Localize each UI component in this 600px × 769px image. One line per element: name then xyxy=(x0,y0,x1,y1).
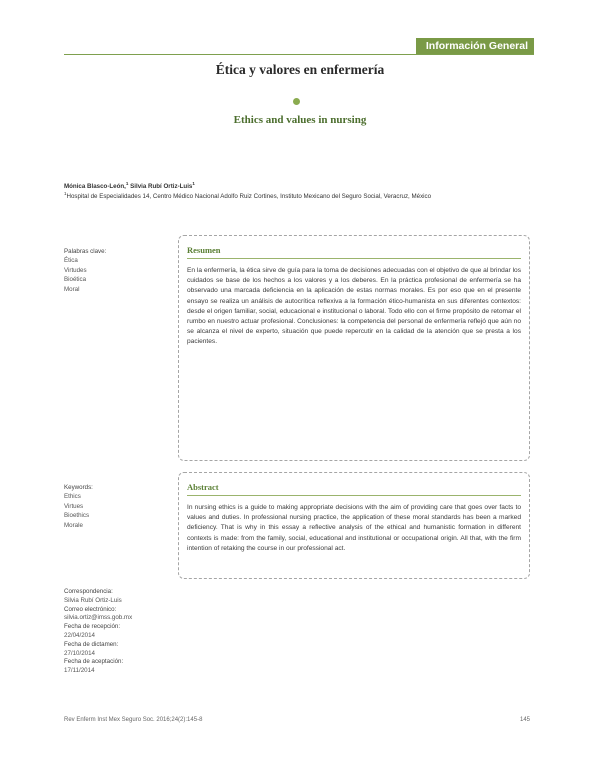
keywords-es xyxy=(64,247,164,294)
keyword: Bioethics xyxy=(64,512,90,520)
keyword: Bioética xyxy=(64,276,87,284)
abstract-box xyxy=(178,472,530,579)
keywords-en-label: Keywords: xyxy=(64,484,93,491)
footer-citation: Rev Enferm Inst Mex Seguro Soc. 2016;24(2):145-8 xyxy=(64,717,203,723)
correspondence-block xyxy=(64,588,174,676)
keywords-es-label: Palabras clave: xyxy=(64,248,107,255)
section-label: Información General xyxy=(416,38,534,54)
review-date: 27/10/2014 xyxy=(64,649,95,657)
keyword: Virtudes xyxy=(64,266,87,274)
article-title: Ética y valores en enfermería xyxy=(215,62,385,77)
resumen-heading: Resumen xyxy=(187,245,221,255)
received-date: 22/04/2014 xyxy=(64,631,95,639)
article-title-english: Ethics and values in nursing xyxy=(233,114,367,126)
affiliation: $^1$Hospital de Especialidades 14, Centro Médico Nacional Adolfo Ruiz Cortines, Instituto Mexicano del Seguro Social, Veracruz, México xyxy=(64,191,432,201)
keywords-en xyxy=(64,483,164,530)
page-number: 145 xyxy=(519,717,530,723)
keyword: Moral xyxy=(64,285,80,293)
abstract-rule xyxy=(187,495,521,496)
decorative-dot-icon xyxy=(293,98,300,105)
accepted-date: 17/11/2014 xyxy=(64,667,95,675)
keyword: Ética xyxy=(64,257,78,265)
authors: Mónica Blasco-León,$^1$ Silvia Rubí Ortiz-Luis$^1$ xyxy=(64,181,195,191)
correspondence-name: Silvia Rubí Ortiz-Luis xyxy=(64,596,122,604)
review-label: Fecha de dictamen: xyxy=(64,640,119,648)
keyword: Virtues xyxy=(64,502,84,510)
keyword: Morale xyxy=(64,521,83,529)
email-label: Correo electrónico: xyxy=(64,605,117,613)
abstract-body: In nursing ethics is a guide to making appropriate decisions with the aim of providing care that goes over facts to values and duties. In professional nursing practice, the application of these moral standards has been a marked deficiency. That is why in this essay a reflective analysis of the ethical and humanistic formation in different contexts is made: from the family, social, educational and institutional or occupational origin. All that, with the firm intention of retaking the course in our professional act. xyxy=(187,504,521,552)
received-label: Fecha de recepción: xyxy=(64,623,121,631)
resumen-rule xyxy=(187,258,521,259)
email-link[interactable]: silvia.ortiz@imss.gob.mx xyxy=(64,614,133,622)
correspondence-label: Correspondencia: xyxy=(64,588,113,595)
resumen-body: En la enfermería, la ética sirve de guía para la toma de decisiones adecuadas con el objetivo de que al brindar los cuidados se base de los hechos a los valores y a los deberes. En la práctica profesional de enfermería se ha observado una marcada deficiencia en la aplicación de estas normas morales. Es por eso que en el presente ensayo se realiza un análisis de autocrítica reflexiva a la formación ético-humanista en sus diferentes contextos: desde el origen familiar, social, educacional e institucional o laboral. Todo ello con el firme propósito de retomar el rumbo en nuestro actuar profesional. Conclusiones: la competencia del personal de enfermería reflejó que aún no se alcanza el nivel de experto, situación que puede repercutir en la calidad de la atención que se presta a los pacientes. xyxy=(187,267,521,346)
keyword: Ethics xyxy=(64,493,81,501)
resumen-box xyxy=(178,235,530,461)
accepted-label: Fecha de aceptación: xyxy=(64,658,124,666)
abstract-heading: Abstract xyxy=(187,482,219,492)
